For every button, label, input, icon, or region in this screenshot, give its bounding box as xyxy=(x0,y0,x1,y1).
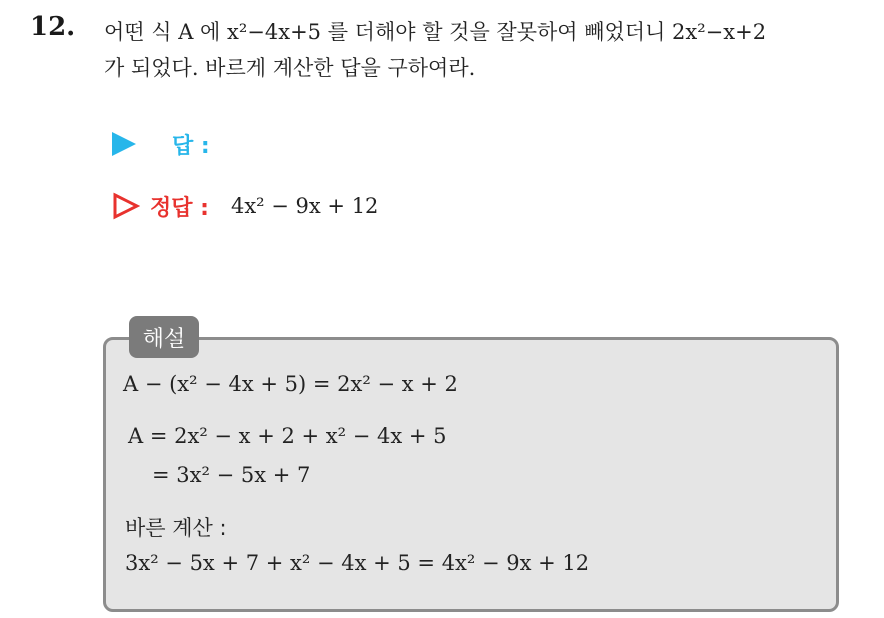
question-line-1: 어떤 식 A 에 x²−4x+5 를 더해야 할 것을 잘못하여 빼었더니 2x²−x+2 xyxy=(104,20,767,44)
explanation-line-1: A − (x² − 4x + 5) = 2x² − x + 2 xyxy=(123,372,458,396)
play-icon xyxy=(112,132,136,156)
question-number: 12. xyxy=(30,12,76,42)
question-text xyxy=(104,14,884,86)
explanation-tab: 해설 xyxy=(129,316,199,358)
explanation-line-2: A = 2x² − x + 2 + x² − 4x + 5 xyxy=(128,424,447,448)
correct-answer-row xyxy=(112,188,378,224)
explanation-line-4: 바른 계산 : xyxy=(125,516,227,540)
answer-row xyxy=(112,126,210,162)
correct-answer-value: 4x² − 9x + 12 xyxy=(230,194,379,218)
answer-label: 답 : xyxy=(172,133,210,159)
outline-play-icon xyxy=(112,192,140,220)
explanation-line-3: = 3x² − 5x + 7 xyxy=(152,463,311,487)
correct-answer-label: 정답 : xyxy=(150,195,209,221)
explanation-line-5: 3x² − 5x + 7 + x² − 4x + 5 = 4x² − 9x + 12 xyxy=(125,551,590,575)
question-line-2: 가 되었다. 바르게 계산한 답을 구하여라. xyxy=(104,56,476,80)
